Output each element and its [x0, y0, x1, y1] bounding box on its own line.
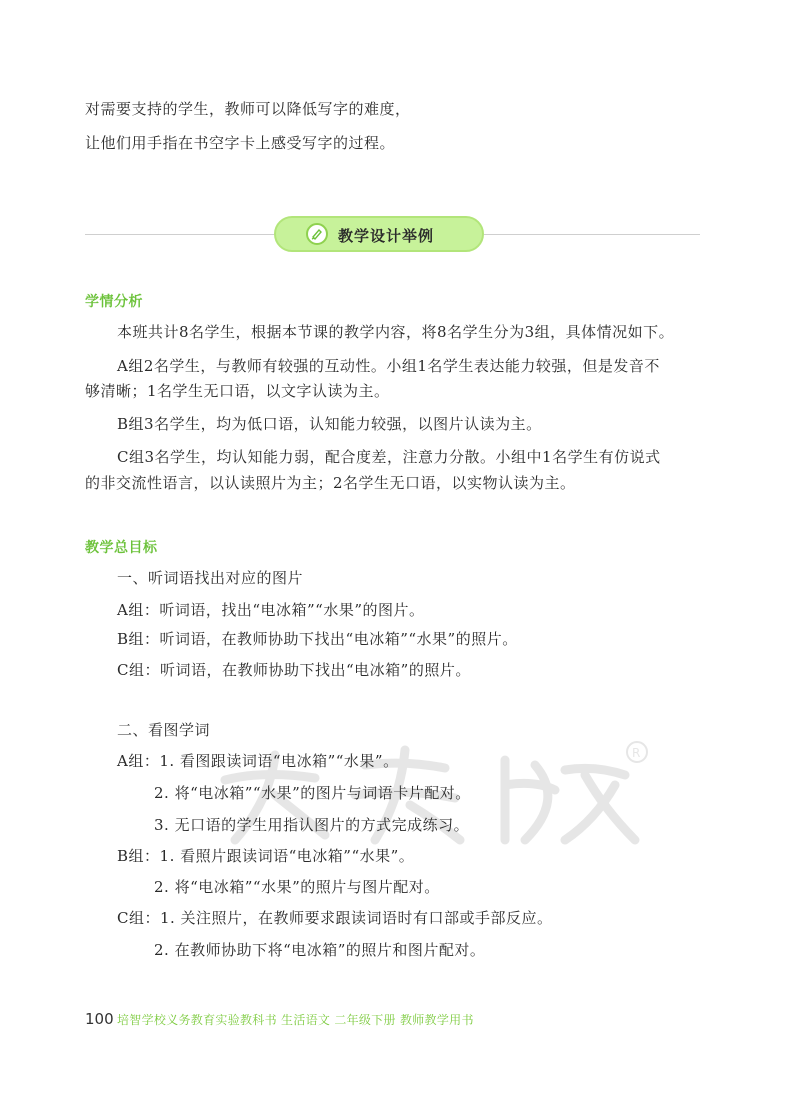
intro-line-1: 对需要支持的学生，教师可以降低写字的难度，	[85, 100, 411, 118]
goal-2-group-b-2: 2. 将“电冰箱”“水果”的照片与图片配对。	[154, 878, 440, 896]
page-number: 100	[85, 1010, 114, 1028]
goal-2-group-c-1: C组：1. 关注照片，在教师要求跟读词语时有口部或手部反应。	[117, 909, 553, 927]
analysis-paragraph-3: B组3名学生，均为低口语，认知能力较强，以图片认读为主。	[117, 415, 542, 433]
goal-1-group-c: C组：听词语，在教师协助下找出“电冰箱”的照片。	[117, 661, 471, 679]
svg-text:R: R	[632, 746, 641, 760]
analysis-paragraph-4a: C组3名学生，均认知能力弱，配合度差，注意力分散。小组中1名学生有仿说式	[117, 448, 661, 466]
goals-heading: 教学总目标	[85, 540, 158, 556]
book-title: 培智学校义务教育实验教科书 生活语文 二年级下册 教师教学用书	[117, 1013, 474, 1027]
pen-circle-icon	[306, 223, 328, 245]
banner-rule-left	[85, 234, 274, 235]
goal-2-group-a-1: A组：1. 看图跟读词语“电冰箱”“水果”。	[117, 752, 399, 770]
section-banner	[274, 216, 484, 252]
goal-1-title: 一、听词语找出对应的图片	[117, 569, 304, 587]
goal-1-group-a: A组：听词语，找出“电冰箱”“水果”的图片。	[117, 601, 425, 619]
goal-2-group-c-2: 2. 在教师协助下将“电冰箱”的照片和图片配对。	[154, 941, 486, 959]
goal-2-group-b-1: B组：1. 看照片跟读词语“电冰箱”“水果”。	[117, 847, 415, 865]
goal-2-title: 二、看图学词	[117, 721, 211, 739]
analysis-heading: 学情分析	[85, 294, 143, 310]
intro-line-2: 让他们用手指在书空字卡上感受写字的过程。	[85, 134, 396, 152]
banner-title: 教学设计举例	[338, 227, 435, 245]
analysis-paragraph-4b: 的非交流性语言，以认读照片为主；2名学生无口语，以实物认读为主。	[85, 474, 576, 492]
goal-2-group-a-2: 2. 将“电冰箱”“水果”的图片与词语卡片配对。	[154, 784, 471, 802]
goal-2-group-a-3: 3. 无口语的学生用指认图片的方式完成练习。	[154, 816, 470, 834]
publisher-watermark	[205, 740, 665, 850]
goal-1-group-b: B组：听词语，在教师协助下找出“电冰箱”“水果”的照片。	[117, 630, 518, 648]
banner-rule-right	[484, 234, 700, 235]
analysis-paragraph-2a: A组2名学生，与教师有较强的互动性。小组1名学生表达能力较强，但是发音不	[117, 357, 660, 375]
analysis-paragraph-1: 本班共计8名学生，根据本节课的教学内容，将8名学生分为3组，具体情况如下。	[117, 323, 675, 341]
analysis-paragraph-2b: 够清晰；1名学生无口语，以文字认读为主。	[85, 382, 390, 400]
